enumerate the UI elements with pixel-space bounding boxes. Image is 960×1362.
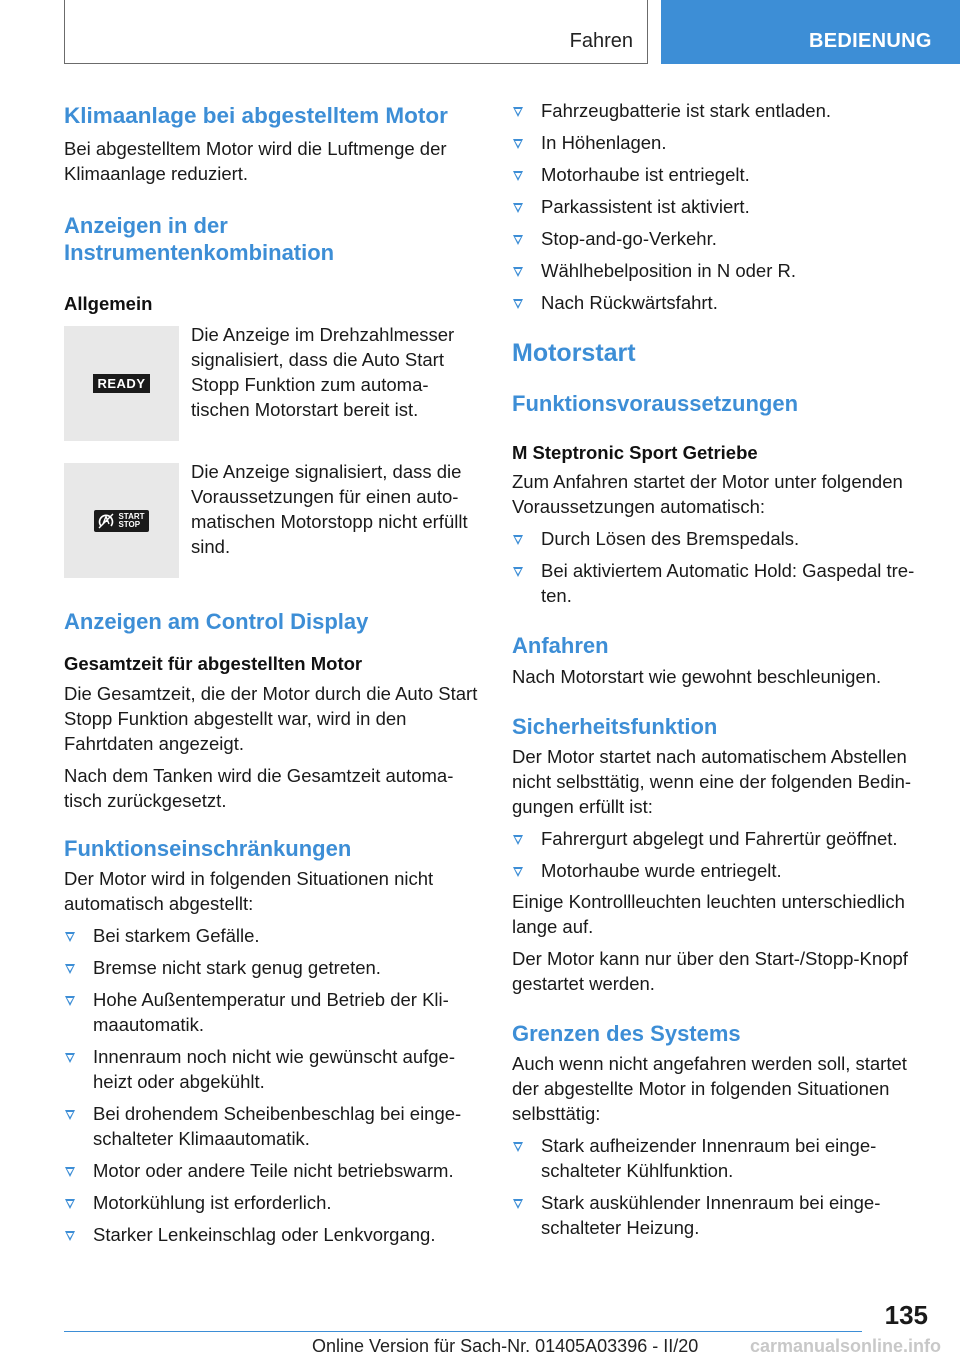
list-item: Stark aufheizender Innenraum bei eingeschalteter Kühlfunktion. (512, 1133, 926, 1183)
auto-start-stop-label (118, 513, 144, 529)
paragraph-funktionseinschraenkungen: Der Motor wird in folgenden Situationen nicht automatisch abgestellt: (64, 868, 434, 914)
heading-motorstart: Motorstart (512, 339, 636, 367)
list-item: Fahrergurt abgelegt und Fahrertür geöffnet. (512, 826, 926, 851)
heading-grenzen-des-systems: Grenzen des Systems (512, 1021, 741, 1046)
triangle-bullet-icon (65, 1167, 75, 1177)
list-item: Hohe Außentemperatur und Betrieb der Klimaautomatik. (64, 987, 478, 1037)
triangle-bullet-icon (65, 1110, 75, 1120)
triangle-bullet-icon (65, 1231, 75, 1241)
triangle-bullet-icon (513, 267, 523, 277)
triangle-bullet-icon (513, 867, 523, 877)
triangle-bullet-icon (513, 171, 523, 181)
paragraph-klimaanlage: Bei abgestelltem Motor wird die Luftmenge der Klimaanlage reduziert. (64, 138, 447, 184)
header-chapter: Fahren (569, 30, 633, 52)
list-item: Bremse nicht stark genug getreten. (64, 955, 478, 980)
triangle-bullet-icon (513, 1142, 523, 1152)
triangle-bullet-icon (513, 299, 523, 309)
footer-version-text: Online Version für Sach-Nr. 01405A03396 - II/20 (312, 1336, 699, 1356)
footer-divider (64, 1331, 862, 1332)
list-item: Nach Rückwärtsfahrt. (512, 290, 926, 315)
stop-label: STOP (118, 519, 141, 529)
list-funktionseinschraenkungen (64, 923, 478, 1247)
heading-gesamtzeit: Gesamtzeit für abgestellten Motor (64, 653, 363, 674)
ready-icon: READY (93, 374, 149, 393)
heading-allgemein: Allgemein (64, 293, 153, 314)
triangle-bullet-icon (513, 567, 523, 577)
auto-start-stop-icon (94, 510, 148, 532)
paragraph-gesamtzeit-1: Die Gesamtzeit, die der Motor durch die Auto Start Stopp Funktion abgestellt war, wird in den Fahrtdaten angezeigt. (64, 683, 478, 754)
list-item: Fahrzeugbatterie ist stark entladen. (512, 98, 926, 123)
triangle-bullet-icon (513, 535, 523, 545)
ready-indicator-block (64, 326, 478, 441)
list-item: Motor oder andere Teile nicht betriebswarm. (64, 1158, 478, 1183)
list-item: Bei starkem Gefälle. (64, 923, 478, 948)
paragraph-start-stopp-knopf: Der Motor kann nur über den Start-/Stopp-Knopf gestartet werden. (512, 948, 908, 994)
list-item: Starker Lenkeinschlag oder Lenkvorgang. (64, 1222, 478, 1247)
list-item: Motorkühlung ist erforderlich. (64, 1190, 478, 1215)
list-item: Durch Lösen des Bremspedals. (512, 526, 926, 551)
triangle-bullet-icon (65, 1053, 75, 1063)
list-item: Parkassistent ist aktiviert. (512, 194, 926, 219)
heading-sicherheitsfunktion: Sicherheitsfunktion (512, 714, 718, 739)
page-number: 135 (884, 1300, 928, 1330)
header-section-tab: BEDIENUNG (661, 0, 960, 64)
triangle-bullet-icon (65, 964, 75, 974)
paragraph-anfahren: Nach Motorstart wie gewohnt beschleunigen. (512, 666, 882, 687)
left-column (64, 102, 478, 1247)
heading-steptronic: M Steptronic Sport Getriebe (512, 442, 758, 463)
triangle-bullet-icon (513, 1199, 523, 1209)
heading-funktionseinschraenkungen: Funktionseinschränkungen (64, 836, 352, 861)
list-item: Motorhaube ist entriegelt. (512, 162, 926, 187)
triangle-bullet-icon (513, 203, 523, 213)
watermark-text: carmanualsonline.info (750, 1336, 942, 1356)
start-label: START (118, 511, 145, 521)
header-chapter-box (64, 0, 648, 64)
heading-line-1: Anzeigen in der (64, 213, 228, 238)
auto-start-stop-indicator-image (64, 463, 179, 578)
list-item: In Höhenlagen. (512, 130, 926, 155)
heading-control-display: Anzeigen am Control Display (64, 609, 369, 634)
heading-anzeigen-instrumentenkombination (64, 212, 478, 266)
auto-start-stop-indicator-text: Die Anzeige signalisiert, dass die Voraussetzungen für einen automatischen Motorstopp nicht erfüllt sind. (191, 461, 468, 557)
triangle-bullet-icon (513, 139, 523, 149)
triangle-bullet-icon (65, 1199, 75, 1209)
ready-indicator-image (64, 326, 179, 441)
heading-line-2: Instrumentenkombination (64, 240, 335, 265)
list-steptronic (512, 526, 926, 608)
list-sicherheitsfunktion (512, 826, 926, 883)
paragraph-gesamtzeit-2: Nach dem Tanken wird die Gesamtzeit automatisch zurückgesetzt. (64, 765, 454, 811)
paragraph-steptronic: Zum Anfahren startet der Motor unter folgenden Voraussetzungen automatisch: (512, 471, 903, 517)
triangle-bullet-icon (65, 932, 75, 942)
list-item: Bei aktiviertem Automatic Hold: Gaspedal treten. (512, 558, 926, 608)
triangle-bullet-icon (513, 835, 523, 845)
list-continued-conditions (512, 98, 926, 315)
list-item: Motorhaube wurde entriegelt. (512, 858, 926, 883)
heading-anfahren: Anfahren (512, 633, 609, 658)
list-item: Innenraum noch nicht wie gewünscht aufgeheizt oder abgekühlt. (64, 1044, 478, 1094)
heading-funktionsvoraussetzungen: Funktionsvoraussetzungen (512, 391, 799, 416)
paragraph-grenzen: Auch wenn nicht angefahren werden soll, startet der abgestellte Motor in folgenden Situationen selbsttätig: (512, 1053, 907, 1124)
triangle-bullet-icon (513, 235, 523, 245)
list-item: Bei drohendem Scheibenbeschlag bei eingeschalteter Klimaautomatik. (64, 1101, 478, 1151)
paragraph-sicherheitsfunktion: Der Motor startet nach automatischem Abstellen nicht selbsttätig, wenn eine der folgenden Bedingungen erfüllt ist: (512, 746, 912, 817)
auto-a-circle-icon (97, 512, 115, 530)
list-item: Stop-and-go-Verkehr. (512, 226, 926, 251)
list-item: Wählhebelposition in N oder R. (512, 258, 926, 283)
list-item: Stark auskühlender Innenraum bei eingeschalteter Heizung. (512, 1190, 926, 1240)
ready-indicator-text: Die Anzeige im Drehzahlmesser signalisiert, dass die Auto Start Stopp Funktion zum automatischen Motorstart bereit ist. (191, 324, 455, 420)
auto-start-stop-indicator-block (64, 463, 478, 578)
triangle-bullet-icon (513, 107, 523, 117)
list-grenzen (512, 1133, 926, 1240)
paragraph-kontrollleuchten: Einige Kontrollleuchten leuchten unterschiedlich lange auf. (512, 891, 905, 937)
heading-klimaanlage: Klimaanlage bei abgestelltem Motor (64, 103, 448, 128)
triangle-bullet-icon (65, 996, 75, 1006)
right-column (512, 98, 926, 1240)
